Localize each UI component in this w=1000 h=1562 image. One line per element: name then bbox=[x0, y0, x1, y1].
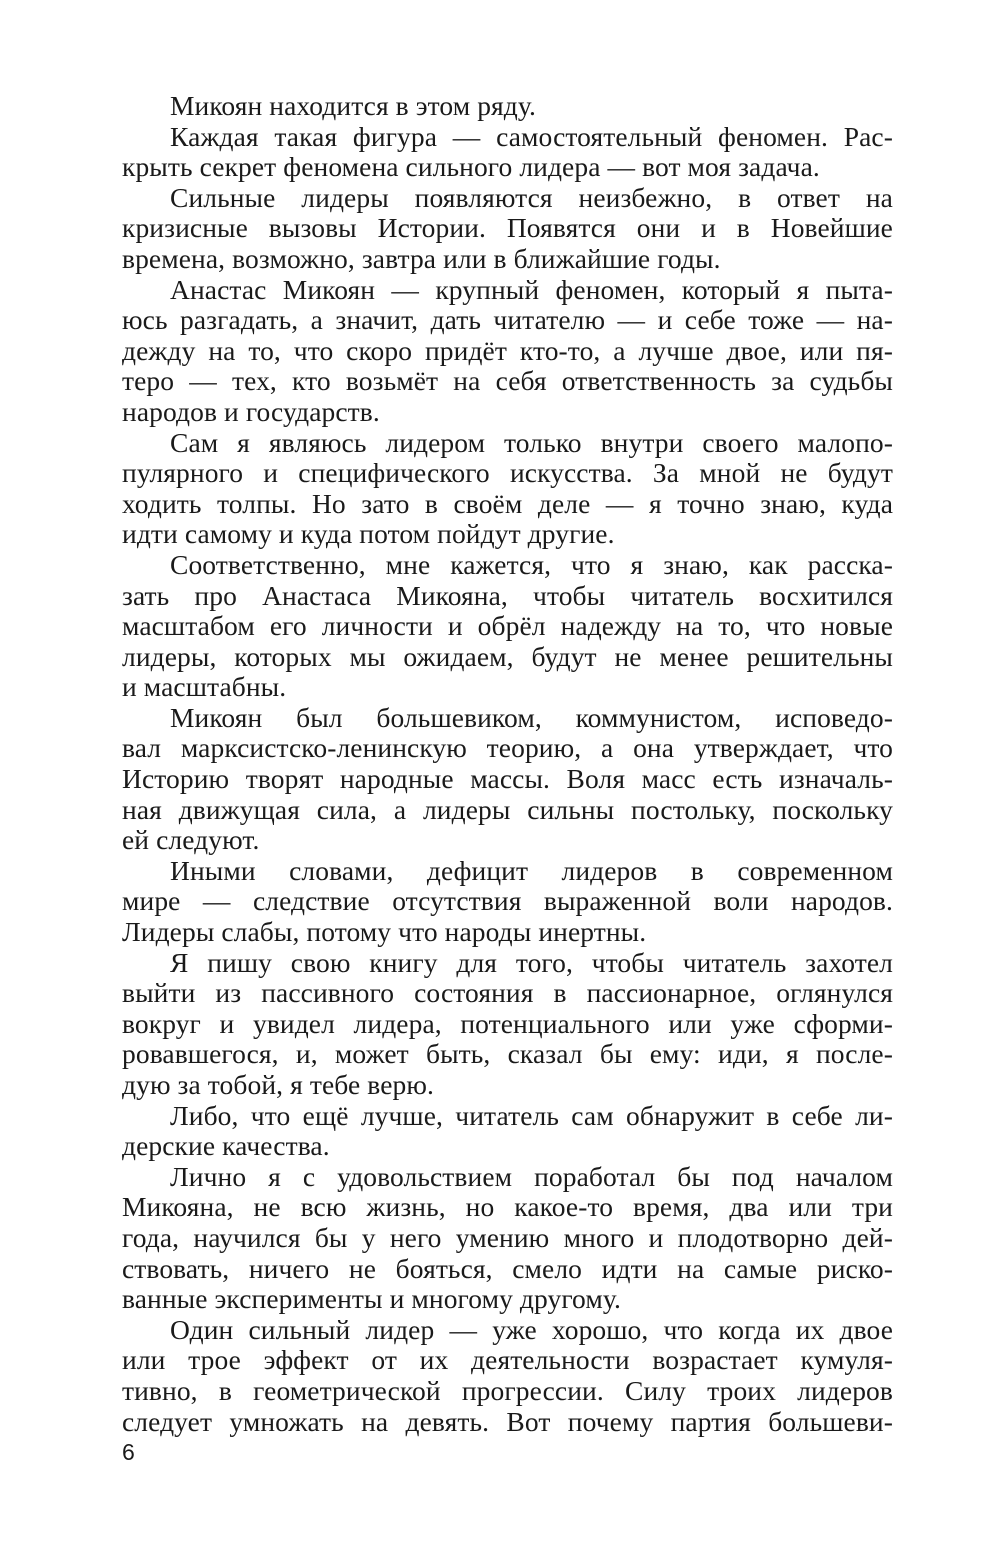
text-line: Анастас Микоян — крупный феномен, который я пыта- bbox=[170, 273, 893, 305]
text-line: кризисные вызовы Истории. Появятся они и в Новейшие bbox=[122, 212, 893, 244]
text-line: идти самому и куда потом пойдут другие. bbox=[122, 518, 615, 550]
text-line: времена, возможно, завтра или в ближайшие годы. bbox=[122, 242, 721, 274]
text-line: Историю творят народные массы. Воля масс есть изначаль- bbox=[122, 763, 893, 795]
text-line: ствовать, ничего не бояться, смело идти на самые риско- bbox=[122, 1252, 893, 1284]
text-line: тивно, в геометрической прогрессии. Силу троих лидеров bbox=[122, 1374, 893, 1406]
text-line: вал марксистско-ленинскую теорию, а она утверждает, что bbox=[122, 732, 893, 764]
text-line: крыть секрет феномена сильного лидера — вот моя задача. bbox=[122, 151, 820, 183]
text-line: ровавшегося, и, может быть, сказал бы ему: иди, я после- bbox=[122, 1038, 893, 1070]
text-line: и масштабны. bbox=[122, 671, 287, 703]
text-line: Я пишу свою книгу для того, чтобы читатель захотел bbox=[170, 946, 893, 978]
text-line: лидеры, которых мы ожидаем, будут не менее решительны bbox=[122, 640, 893, 672]
text-line: Лично я с удовольствием поработал бы под началом bbox=[170, 1160, 893, 1192]
text-line: или трое эффект от их деятельности возрастает кумуля- bbox=[122, 1344, 893, 1376]
body-text bbox=[122, 91, 893, 1437]
text-line: Каждая такая фигура — самостоятельный феномен. Рас- bbox=[170, 120, 893, 152]
text-line: ходить толпы. Но зато в своём деле — я точно знаю, куда bbox=[122, 487, 893, 519]
text-line: вокруг и увидел лидера, потенциального или уже сформи- bbox=[122, 1007, 893, 1039]
text-line: мире — следствие отсутствия выраженной воли народов. bbox=[122, 885, 893, 917]
text-line: ная движущая сила, а лидеры сильны постольку, поскольку bbox=[122, 793, 893, 825]
text-line: Сам я являюсь лидером только внутри своего малопо- bbox=[170, 426, 893, 458]
page-number: 6 bbox=[122, 1439, 135, 1465]
text-line: Либо, что ещё лучше, читатель сам обнаружит в себе ли- bbox=[170, 1099, 893, 1131]
text-line: Соответственно, мне кажется, что я знаю, как расска- bbox=[170, 548, 893, 580]
text-line: Иными словами, дефицит лидеров в современном bbox=[170, 854, 893, 886]
text-line: года, научился бы у него умению много и плодотворно дей- bbox=[122, 1221, 893, 1253]
text-line: Микояна, не всю жизнь, но какое-то время, два или три bbox=[122, 1191, 893, 1223]
text-line: зать про Анастаса Микояна, чтобы читатель восхитился bbox=[122, 579, 893, 611]
text-line: народов и государств. bbox=[122, 395, 380, 427]
text-line: юсь разгадать, а значит, дать читателю — и себе тоже — на- bbox=[122, 304, 893, 336]
text-line: ванные эксперименты и многому другому. bbox=[122, 1283, 621, 1315]
text-line: пулярного и специфического искусства. За мной не будут bbox=[122, 457, 893, 489]
text-line: Один сильный лидер — уже хорошо, что когда их двое bbox=[170, 1313, 893, 1345]
text-line: теро — тех, кто возьмёт на себя ответственность за судьбы bbox=[122, 365, 893, 397]
text-line: Лидеры слабы, потому что народы инертны. bbox=[122, 916, 647, 948]
text-line: дую за тобой, я тебе верю. bbox=[122, 1069, 434, 1100]
text-line: Сильные лидеры появляются неизбежно, в ответ на bbox=[170, 181, 893, 213]
text-line: следует умножать на девять. Вот почему партия большеви- bbox=[122, 1405, 893, 1437]
text-line: ей следуют. bbox=[122, 824, 260, 856]
text-line: Микоян был большевиком, коммунистом, исповедо- bbox=[170, 701, 893, 733]
text-line: выйти из пассивного состояния в пассионарное, оглянулся bbox=[122, 977, 893, 1009]
text-line: дерские качества. bbox=[122, 1130, 330, 1162]
text-line: масштабом его личности и обрёл надежду на то, что новые bbox=[122, 610, 893, 642]
text-line: дежду на то, что скоро придёт кто-то, а лучше двое, или пя- bbox=[122, 334, 893, 366]
text-line: Микоян находится в этом ряду. bbox=[170, 90, 536, 121]
